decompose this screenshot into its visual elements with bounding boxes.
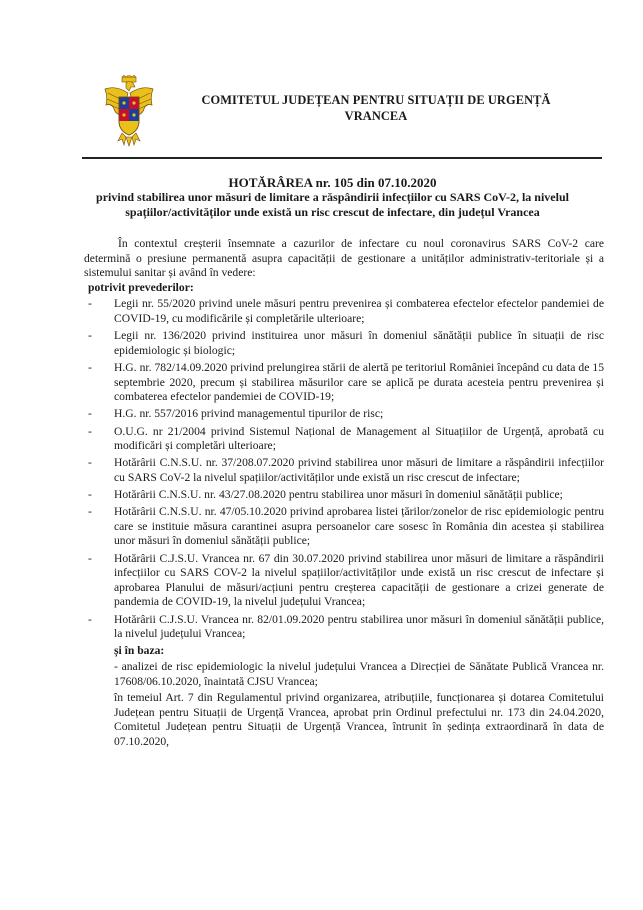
header-divider — [82, 157, 602, 159]
intro-paragraph: În contextul creșterii însemnate a cazurilor de infectare cu noul coronavirus SARS CoV-2 care determină o presiune permanentă asupra capacității de gestionare a unităților administrativ-teritoriale și a sistemului sanitar și având în vedere: — [84, 237, 604, 280]
list-item: - O.U.G. nr 21/2004 privind Sistemul Național de Management al Situațiilor de Urgență, aprobată cu modificări și completări ulterioare; — [88, 424, 604, 453]
list-item: - H.G. nr. 557/2016 privind managementul tipurilor de risc; — [88, 407, 384, 421]
organization-line-1: COMITETUL JUDEȚEAN PENTRU SITUAȚII DE URGENȚĂ — [201, 93, 551, 107]
list-item: - Hotărârii C.J.S.U. Vrancea nr. 82/01.09.2020 pentru stabilirea unor măsuri în domeniul sănătății publice, la nivelul județului Vrancea; — [88, 612, 604, 641]
organization-name — [196, 92, 556, 124]
list-item: - Hotărârii C.N.S.U. nr. 47/05.10.2020 privind aprobarea listei țărilor/zonelor de risc epidemiologic pentru care se instituie măsura carantinei asupra persoanelor care sosesc în România din acestea și stabilirea unor măsuri în domeniul sănătății publice; — [88, 505, 604, 548]
list-item: - Hotărârii C.N.S.U. nr. 43/27.08.2020 pentru stabilirea unor măsuri în domeniul sănătății publice; — [88, 488, 563, 502]
document-title: HOTĂRÂREA nr. 105 din 07.10.2020 — [228, 175, 437, 190]
list-item: - Legii nr. 136/2020 privind instituirea unor măsuri în domeniul sănătății publice în situații de risc epidemiologic și biologic; — [88, 329, 604, 357]
organization-line-2: VRANCEA — [344, 109, 408, 123]
list-item: - Hotărârii C.N.S.U. nr. 37/208.07.2020 privind stabilirea unor măsuri de limitare a răspândirii infecțiilor cu SARS CoV-2 la nivelul spațiilor/activităților unde există un risc crescut de infectare; — [88, 456, 604, 484]
list-item: - Hotărârii C.J.S.U. Vrancea nr. 67 din 30.07.2020 privind stabilirea unor măsuri de limitare a răspândirii infecțiilor cu SARS COV-2 la nivelul spațiilor/activităților unde există un risc crescut de infectare și aprobarea Planului de măsuri/acțiuni pentru creșterea capacității de gestionare a crizei generate de pandemia de COVID-19, la nivelul județului Vrancea; — [88, 551, 604, 609]
closing-paragraph: în temeiul Art. 7 din Regulamentul privind organizarea, atribuțiile, funcționarea și dotarea Comitetului Județean pentru Situații de Urgență Vrancea, aprobat prin Ordinul prefectului nr. 173 din 24.04.2020, Comitetul Județean pentru Situații de Urgență Vrancea, întrunit în ședința extraordinară în data de 07.10.2020, — [114, 691, 604, 748]
document-body — [84, 237, 604, 750]
subtitle-line-1: privind stabilirea unor măsuri de limitare a răspândirii infecțiilor cu SARS CoV-2, la nivelul — [96, 190, 569, 204]
coat-of-arms-icon — [102, 75, 156, 147]
basis-label: și în baza: — [114, 644, 165, 658]
basis-paragraph: - analizei de risc epidemiologic la nivelul județului Vrancea a Direcției de Sănătate Publică Vrancea nr. 17608/06.10.2020, înaintată CJSU Vrancea; — [114, 659, 604, 688]
provisions-label: potrivit prevederilor: — [88, 280, 194, 294]
document-subtitle — [60, 190, 605, 219]
list-item: - Legii nr. 55/2020 privind unele măsuri pentru prevenirea și combaterea efectelor efectelor pandemiei de COVID-19, cu modificările și completările ulterioare; — [88, 297, 604, 325]
list-item: - H.G. nr. 782/14.09.2020 privind prelungirea stării de alertă pe teritoriul României începând cu data de 15 septembrie 2020, precum și stabilirea măsurilor care se aplică pe durata acesteia pentru prevenirea și combaterea efectelor pandemiei de COVID-19; — [88, 360, 604, 404]
subtitle-line-2: spațiilor/activităților unde există un risc crescut de infectare, din județul Vrancea — [125, 204, 540, 219]
provisions-list — [84, 297, 604, 641]
